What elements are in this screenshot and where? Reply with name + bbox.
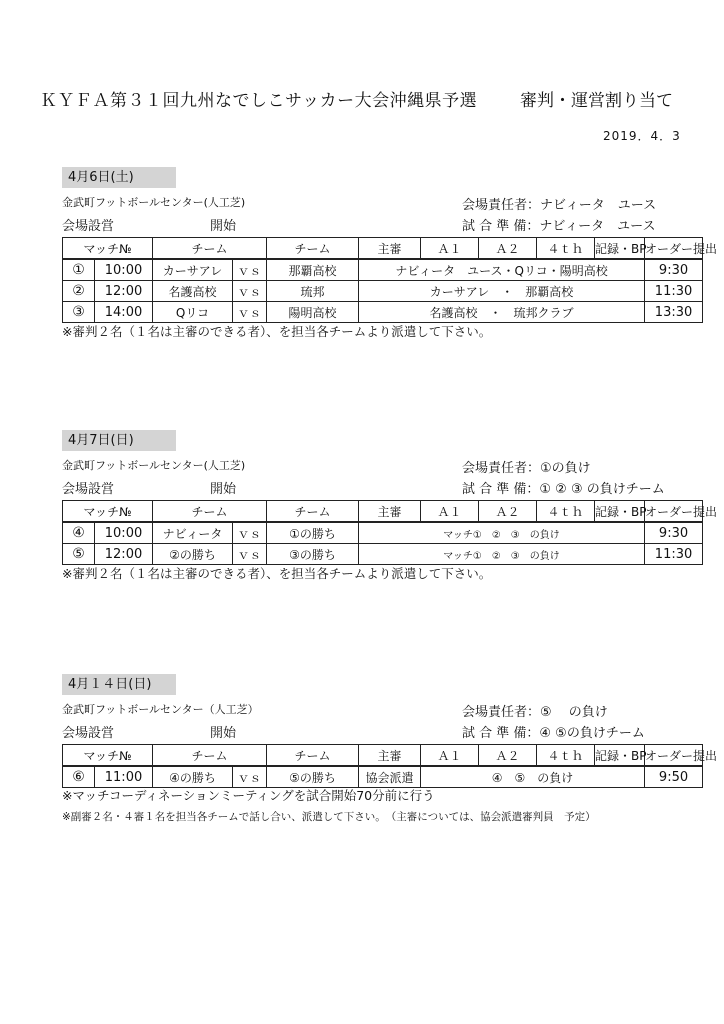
match-time: 14:00 — [95, 302, 153, 323]
header-a1: Ａ１ — [421, 745, 479, 767]
vs-label: ｖｓ — [233, 544, 267, 565]
header-team2: チーム — [267, 501, 359, 523]
team1: ②の勝ち — [153, 544, 233, 565]
match-number: ③ — [63, 302, 95, 323]
team2: ①の勝ち — [267, 522, 359, 544]
order-time: 13:30 — [645, 302, 703, 323]
team1: ナビィータ — [153, 522, 233, 544]
header-referee: 主審 — [359, 238, 421, 260]
venue: 金武町フットボールセンター（人工芝） — [62, 703, 259, 716]
assignment: マッチ① ② ③ の負け — [359, 544, 645, 565]
section-note: ※副審２名・４審１名を担当各チームで話し合い、派遣して下さい。 （主審については、協会派遣審判員 予定） — [62, 811, 596, 823]
venue-responsible: 会場責任者：⑤ の負け — [462, 705, 608, 720]
team1: Qリコ — [153, 302, 233, 323]
match-preparation: 試 合 準 備：ナビィータ ユース — [462, 219, 656, 234]
team2: ⑤の勝ち — [267, 766, 359, 788]
header-team1: チーム — [153, 745, 267, 767]
vs-label: ｖｓ — [233, 281, 267, 302]
header-referee: 主審 — [359, 501, 421, 523]
header-team1: チーム — [153, 238, 267, 260]
order-time: 9:30 — [645, 259, 703, 281]
assignment: ナビィータ ユース・Qリコ・陽明高校 — [359, 259, 645, 281]
header-record: 記録・BP — [595, 238, 645, 260]
team2: 那覇高校 — [267, 259, 359, 281]
table-row — [63, 281, 703, 302]
match-time: 12:00 — [95, 281, 153, 302]
match-preparation: 試 合 準 備：① ② ③ の負けチーム — [462, 482, 665, 497]
venue: 金武町フットボールセンター(人工芝) — [62, 196, 246, 209]
header-match-no: マッチ№ — [63, 238, 153, 260]
table-row — [63, 522, 703, 544]
assignment: マッチ① ② ③ の負け — [359, 522, 645, 544]
header-fourth: ４ｔｈ — [537, 745, 595, 767]
assignment: 名護高校 ・ 琉邦クラブ — [359, 302, 645, 323]
start-label: 開始 — [210, 482, 237, 497]
header-match-no: マッチ№ — [63, 745, 153, 767]
order-time: 9:50 — [645, 766, 703, 788]
header-a2: Ａ２ — [479, 745, 537, 767]
header-referee: 主審 — [359, 745, 421, 767]
table-header-row — [63, 745, 703, 767]
section-note: ※審判２名（１名は主審のできる者）、を担当各チームより派遣して下さい。 — [62, 324, 492, 339]
header-order: オーダー提出 — [645, 745, 703, 767]
team1: 名護高校 — [153, 281, 233, 302]
header-team1: チーム — [153, 501, 267, 523]
table-row — [63, 544, 703, 565]
schedule-table — [62, 500, 718, 565]
match-time: 10:00 — [95, 522, 153, 544]
match-number: ⑥ — [63, 766, 95, 788]
header-record: 記録・BP — [595, 501, 645, 523]
match-time: 11:00 — [95, 766, 153, 788]
vs-label: ｖｓ — [233, 259, 267, 281]
vs-label: ｖｓ — [233, 522, 267, 544]
vs-label: ｖｓ — [233, 766, 267, 788]
section-april-7 — [62, 430, 718, 630]
setup-label: 会場設営 — [62, 726, 115, 741]
venue-responsible: 会場責任者：①の負け — [462, 461, 591, 476]
match-number: ⑤ — [63, 544, 95, 565]
section-date: 4月7日(日) — [62, 430, 176, 451]
header-team2: チーム — [267, 745, 359, 767]
table-row — [63, 302, 703, 323]
setup-label: 会場設営 — [62, 482, 115, 497]
match-number: ④ — [63, 522, 95, 544]
section-april-14 — [62, 674, 718, 874]
table-row — [63, 766, 703, 788]
header-a1: Ａ１ — [421, 238, 479, 260]
team1: ④の勝ち — [153, 766, 233, 788]
table-row — [63, 259, 703, 281]
table-header-row — [63, 501, 703, 523]
table-header-row — [63, 238, 703, 260]
schedule-table — [62, 744, 718, 788]
team2: ③の勝ち — [267, 544, 359, 565]
header-a2: Ａ２ — [479, 238, 537, 260]
section-april-6 — [62, 167, 718, 367]
start-label: 開始 — [210, 726, 237, 741]
order-time: 11:30 — [645, 281, 703, 302]
header-order: オーダー提出 — [645, 238, 703, 260]
document-date: 2019．4．3 — [603, 129, 681, 143]
document-subtitle: 審判・運営割り当て — [520, 91, 673, 111]
header-a1: Ａ１ — [421, 501, 479, 523]
team2: 陽明高校 — [267, 302, 359, 323]
header-record: 記録・BP — [595, 745, 645, 767]
header-fourth: ４ｔｈ — [537, 238, 595, 260]
venue-responsible: 会場責任者：ナビィータ ユース — [462, 198, 657, 213]
venue: 金武町フットボールセンター(人工芝) — [62, 459, 246, 472]
header-fourth: ４ｔｈ — [537, 501, 595, 523]
section-date: 4月6日(土) — [62, 167, 176, 188]
section-date: 4月１４日(日) — [62, 674, 176, 695]
header-order: オーダー提出 — [645, 501, 703, 523]
document-title: ＫＹＦＡ第３１回九州なでしこサッカー大会沖縄県予選 — [40, 91, 478, 111]
section-note: ※審判２名（１名は主審のできる者）、を担当各チームより派遣して下さい。 — [62, 566, 492, 581]
order-time: 9:30 — [645, 522, 703, 544]
match-time: 12:00 — [95, 544, 153, 565]
header-team2: チーム — [267, 238, 359, 260]
referee: 協会派遣 — [359, 766, 421, 788]
match-time: 10:00 — [95, 259, 153, 281]
assignment: カーサアレ ・ 那覇高校 — [359, 281, 645, 302]
match-number: ② — [63, 281, 95, 302]
team1: カーサアレ — [153, 259, 233, 281]
order-time: 11:30 — [645, 544, 703, 565]
assignment: ④ ⑤ の負け — [421, 766, 645, 788]
header-a2: Ａ２ — [479, 501, 537, 523]
match-preparation: 試 合 準 備：④ ⑤の負けチーム — [462, 726, 645, 741]
setup-label: 会場設営 — [62, 219, 115, 234]
vs-label: ｖｓ — [233, 302, 267, 323]
team2: 琉邦 — [267, 281, 359, 302]
schedule-table — [62, 237, 718, 323]
match-number: ① — [63, 259, 95, 281]
section-note: ※マッチコーディネーションミーティングを試合開始70分前に行う — [62, 788, 435, 803]
start-label: 開始 — [210, 219, 237, 234]
header-match-no: マッチ№ — [63, 501, 153, 523]
